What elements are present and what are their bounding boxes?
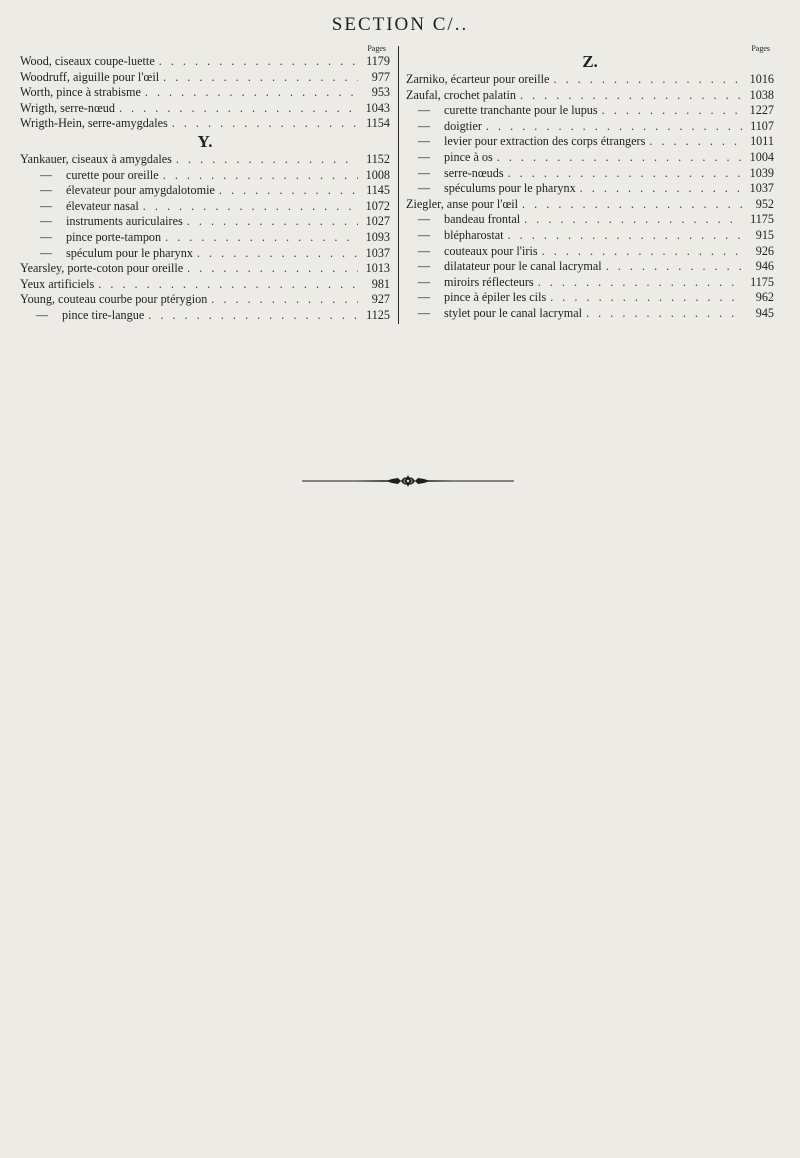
entry-page-number: 946 — [755, 259, 774, 274]
dot-leader — [553, 72, 742, 88]
entry-page-number: 1043 — [365, 100, 390, 115]
entry-label: élevateur nasal — [66, 198, 139, 213]
entry-label: dilatateur pour le canal lacrymal — [444, 259, 602, 274]
dot-leader — [163, 70, 358, 86]
dot-leader — [98, 277, 358, 293]
entry-label: Ziegler, anse pour l'œil — [406, 196, 519, 211]
entry-page-number: 1011 — [750, 134, 774, 149]
index-entry — [20, 199, 390, 215]
entry-page-number: 981 — [371, 276, 390, 291]
ditto-dash: — — [417, 227, 431, 242]
ditto-dash: — — [417, 305, 431, 320]
dot-leader — [119, 101, 358, 117]
index-entry — [406, 228, 774, 244]
index-entry — [20, 261, 390, 277]
index-entry — [406, 275, 774, 291]
dot-leader — [586, 306, 742, 322]
dot-leader — [602, 103, 742, 119]
entry-label: serre-nœuds — [444, 165, 504, 180]
ditto-dash: — — [417, 274, 431, 289]
dot-leader — [649, 134, 742, 150]
entry-label: Wood, ciseaux coupe-luette — [20, 54, 155, 68]
pages-label: Pages — [367, 44, 386, 53]
entry-label: miroirs réflecteurs — [444, 274, 534, 289]
index-entry — [20, 85, 390, 101]
ditto-dash: — — [417, 149, 431, 164]
entry-page-number: 952 — [755, 196, 774, 211]
index-column-left — [20, 44, 390, 324]
entry-page-number: 953 — [371, 85, 390, 100]
entry-label: spéculum pour le pharynx — [66, 245, 193, 260]
entry-page-number: 1179 — [366, 54, 390, 68]
entry-page-number: 1037 — [365, 245, 390, 260]
index-list-right — [406, 72, 774, 322]
entry-label: curette pour oreille — [66, 167, 159, 182]
entry-page-number: 1093 — [365, 229, 390, 244]
index-entry — [406, 244, 774, 260]
dot-leader — [520, 88, 742, 104]
entry-page-number: 1107 — [750, 118, 774, 133]
entry-page-number: 926 — [755, 243, 774, 258]
index-entry — [406, 166, 774, 182]
dot-leader — [580, 181, 742, 197]
index-entry — [20, 116, 390, 132]
dot-leader — [143, 199, 358, 215]
ditto-dash: — — [417, 103, 431, 118]
entry-page-number: 1125 — [366, 307, 390, 322]
dot-leader — [524, 212, 742, 228]
entry-page-number: 1037 — [749, 181, 774, 196]
ditto-dash: — — [417, 181, 431, 196]
entry-page-number: 945 — [755, 305, 774, 320]
entry-label: Young, couteau courbe pour ptérygion — [20, 292, 208, 307]
section-letter-z: Z. — [582, 52, 598, 71]
index-entry — [406, 212, 774, 228]
index-entry — [406, 150, 774, 166]
entry-page-number: 1038 — [749, 87, 774, 102]
index-entry — [20, 168, 390, 184]
entry-page-number: 1154 — [366, 116, 390, 131]
column-divider — [398, 46, 399, 324]
dot-leader — [165, 230, 358, 246]
ditto-dash: — — [417, 290, 431, 305]
entry-label: Wrigth, serre-nœud — [20, 100, 115, 115]
dot-leader — [145, 85, 358, 101]
dot-leader — [538, 275, 742, 291]
dot-leader — [522, 197, 742, 213]
index-entry — [406, 197, 774, 213]
entry-label: Woodruff, aiguille pour l'œil — [20, 69, 160, 84]
entry-label: pince tire-langue — [62, 307, 145, 322]
entry-page-number: 927 — [371, 292, 390, 307]
entry-label: bandeau frontal — [444, 212, 521, 227]
dot-leader — [197, 246, 358, 262]
entry-label: spéculums pour le pharynx — [444, 181, 576, 196]
ditto-dash: — — [39, 198, 53, 213]
ditto-dash: — — [39, 167, 53, 182]
dot-leader — [508, 228, 742, 244]
ditto-dash: — — [417, 134, 431, 149]
entry-label: Worth, pince à strabisme — [20, 85, 141, 100]
entry-label: Zarniko, écarteur pour oreille — [406, 72, 550, 86]
entry-page-number: 1008 — [365, 167, 390, 182]
entry-page-number: 1152 — [366, 151, 390, 166]
dot-leader — [187, 214, 358, 230]
dot-leader — [486, 119, 742, 135]
index-entry — [20, 230, 390, 246]
index-entry — [20, 214, 390, 230]
pages-label: Pages — [751, 44, 770, 53]
index-list-left — [20, 54, 390, 324]
ditto-dash: — — [35, 307, 49, 322]
entry-label: Yeux artificiels — [20, 276, 95, 291]
index-entry — [20, 308, 390, 324]
index-entry — [406, 290, 774, 306]
dot-leader — [176, 152, 358, 168]
dot-leader — [606, 259, 742, 275]
entry-page-number: 1016 — [749, 72, 774, 86]
entry-label: Wrigth-Hein, serre-amygdales — [20, 116, 168, 131]
entry-label: pince à os — [444, 149, 493, 164]
entry-label: Zaufal, crochet palatin — [406, 87, 516, 102]
entry-label: levier pour extraction des corps étrangers — [444, 134, 646, 149]
index-entry — [406, 72, 774, 88]
ditto-dash: — — [417, 212, 431, 227]
dot-leader — [542, 244, 742, 260]
dot-leader — [508, 166, 742, 182]
page-title: SECTION C/.. — [331, 14, 469, 35]
entry-label: pince porte-tampon — [66, 229, 162, 244]
entry-page-number: 1013 — [365, 261, 390, 276]
index-entry — [20, 152, 390, 168]
dot-leader — [187, 261, 358, 277]
dot-leader — [163, 168, 358, 184]
index-entry — [406, 103, 774, 119]
entry-page-number: 1039 — [749, 165, 774, 180]
entry-label: doigtier — [444, 118, 482, 133]
index-entry — [406, 306, 774, 322]
index-entry — [20, 292, 390, 308]
dot-leader — [172, 116, 358, 132]
entry-page-number: 977 — [371, 69, 390, 84]
entry-label: curette tranchante pour le lupus — [444, 103, 598, 118]
index-entry — [20, 70, 390, 86]
dot-leader — [211, 292, 358, 308]
index-column-right — [406, 44, 774, 322]
entry-label: blépharostat — [444, 227, 504, 242]
dot-leader — [148, 308, 358, 324]
index-entry — [20, 246, 390, 262]
ditto-dash: — — [417, 165, 431, 180]
ditto-dash: — — [417, 259, 431, 274]
index-entry — [20, 101, 390, 117]
entry-page-number: 1175 — [750, 212, 774, 227]
index-entry — [20, 277, 390, 293]
ditto-dash: — — [39, 183, 53, 198]
index-entry — [406, 259, 774, 275]
entry-label: pince à épiler les cils — [444, 290, 547, 305]
section-letter-y: Y. — [197, 131, 213, 151]
ditto-dash: — — [39, 214, 53, 229]
entry-page-number: 1227 — [749, 103, 774, 118]
entry-label: instruments auriculaires — [66, 214, 183, 229]
ditto-dash: — — [417, 243, 431, 258]
entry-page-number: 1175 — [750, 274, 774, 289]
entry-label: Yearsley, porte-coton pour oreille — [20, 261, 184, 276]
entry-label: stylet pour le canal lacrymal — [444, 305, 583, 320]
entry-page-number: 1145 — [366, 183, 390, 198]
ditto-dash: — — [417, 118, 431, 133]
entry-label: Yankauer, ciseaux à amygdales — [20, 151, 172, 166]
index-entry — [20, 54, 390, 70]
dot-leader — [159, 54, 358, 70]
index-entry — [406, 119, 774, 135]
ditto-dash: — — [39, 245, 53, 260]
dot-leader — [550, 290, 742, 306]
entry-page-number: 962 — [755, 290, 774, 305]
entry-page-number: 1004 — [749, 149, 774, 164]
entry-page-number: 1072 — [365, 198, 390, 213]
dot-leader — [219, 183, 358, 199]
entry-page-number: 1027 — [365, 214, 390, 229]
dot-leader — [497, 150, 742, 166]
fleuron-ornament-icon — [300, 472, 516, 490]
entry-label: élevateur pour amygdalotomie — [66, 183, 215, 198]
index-entry — [406, 134, 774, 150]
index-entry — [20, 183, 390, 199]
entry-label: couteaux pour l'iris — [444, 243, 538, 258]
entry-page-number: 915 — [755, 227, 774, 242]
index-entry — [406, 88, 774, 104]
ditto-dash: — — [39, 229, 53, 244]
index-entry — [406, 181, 774, 197]
